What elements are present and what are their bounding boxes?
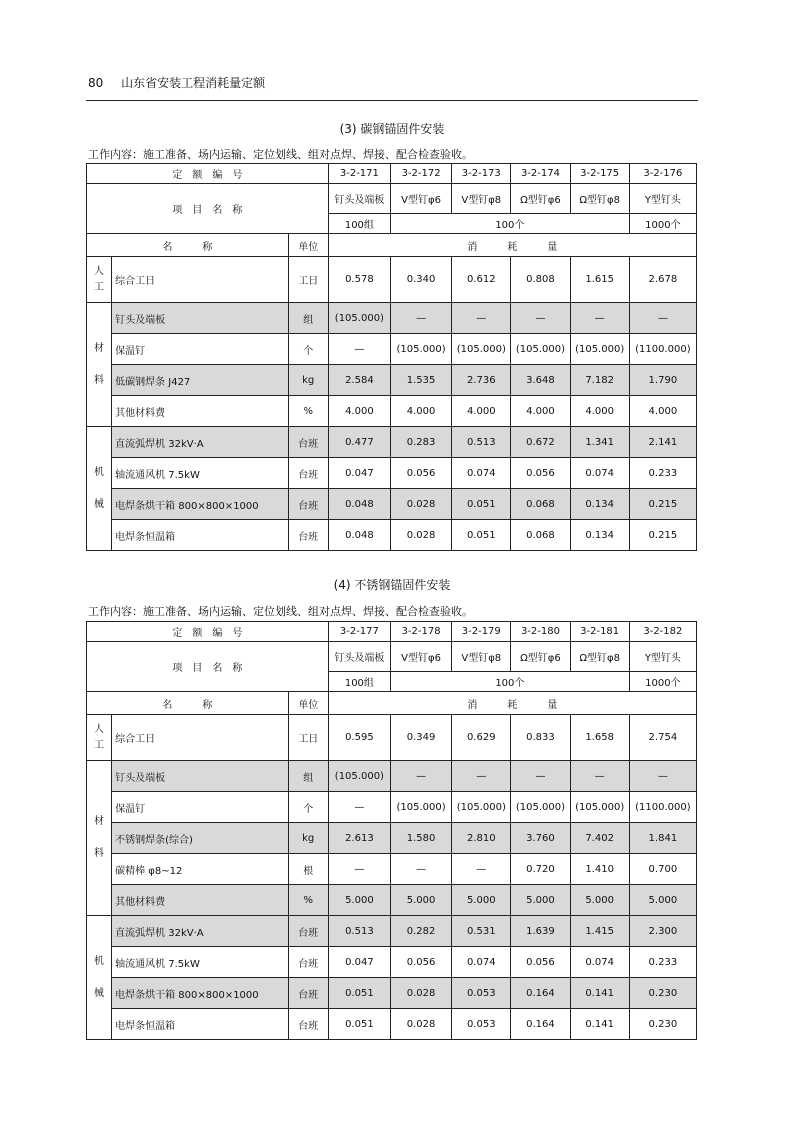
consumption-value: (105.000)	[570, 792, 629, 823]
item-name: 钉头及端板	[328, 184, 390, 214]
category-label-char: 人	[94, 723, 105, 735]
item-name: V型钉φ6	[390, 642, 451, 672]
resource-unit: 个	[288, 792, 328, 823]
item-name: Ω型钉φ6	[511, 642, 570, 672]
consumption-value: 0.056	[390, 458, 451, 489]
work-content: 工作内容：施工准备、场内运输、定位划线、组对点焊、焊接、配合检查验收。	[88, 605, 473, 618]
consumption-value: 2.300	[629, 916, 696, 947]
resource-name: 不锈钢焊条(综合)	[112, 823, 289, 854]
consumption-value: —	[452, 854, 511, 885]
consumption-value: 2.613	[328, 823, 390, 854]
resource-name: 其他材料费	[112, 396, 289, 427]
item-name: 钉头及端板	[328, 642, 390, 672]
consumption-value: (105.000)	[452, 792, 511, 823]
table-row	[87, 885, 697, 916]
consumption-value: 1.535	[390, 365, 451, 396]
resource-unit: 台班	[288, 978, 328, 1009]
consumption-value: 0.068	[511, 520, 570, 551]
consumption-value: —	[629, 303, 696, 334]
consumption-value: 4.000	[629, 396, 696, 427]
resource-unit: 台班	[288, 916, 328, 947]
quota-code: 3-2-181	[570, 622, 629, 642]
consumption-value: 5.000	[570, 885, 629, 916]
consumption-value: (105.000)	[390, 792, 451, 823]
table-row	[87, 303, 697, 334]
table-row	[87, 334, 697, 365]
category-label	[87, 715, 112, 761]
consumption-value: 1.790	[629, 365, 696, 396]
table-row	[87, 761, 697, 792]
table-row	[87, 257, 697, 303]
resource-unit: 组	[288, 761, 328, 792]
consumption-value: 2.141	[629, 427, 696, 458]
consumption-value: 0.141	[570, 1009, 629, 1040]
table-row	[87, 520, 697, 551]
category-label-char: 机	[94, 466, 105, 478]
item-name: Y型钉头	[629, 184, 696, 214]
consumption-value: —	[328, 334, 390, 365]
consumption-value: (105.000)	[511, 334, 570, 365]
table-row	[87, 947, 697, 978]
consumption-value: —	[328, 792, 390, 823]
consumption-value: (105.000)	[452, 334, 511, 365]
consumption-value: 0.233	[629, 947, 696, 978]
item-name-label: 项 目 名 称	[87, 184, 329, 234]
category-label-char: 人	[94, 265, 105, 277]
consumption-value: 1.410	[570, 854, 629, 885]
quota-code: 3-2-173	[452, 164, 511, 184]
page-number: 80	[88, 76, 104, 90]
item-name: Ω型钉φ8	[570, 642, 629, 672]
category-label-char: 料	[94, 848, 105, 859]
table-row	[87, 978, 697, 1009]
resource-name: 碳精棒 φ8~12	[112, 854, 289, 885]
consumption-value: 1.580	[390, 823, 451, 854]
consumption-value: 3.648	[511, 365, 570, 396]
consumption-value: 5.000	[452, 885, 511, 916]
consumption-value: 5.000	[511, 885, 570, 916]
consumption-value: 1.415	[570, 916, 629, 947]
consumption-value: 0.074	[570, 947, 629, 978]
unit-group: 100个	[390, 214, 629, 234]
quota-code: 3-2-182	[629, 622, 696, 642]
category-label-char: 械	[94, 987, 105, 999]
resource-name: 轴流通风机 7.5kW	[112, 947, 289, 978]
quota-code: 3-2-175	[570, 164, 629, 184]
consumption-value: 0.141	[570, 978, 629, 1009]
consumption-value: 0.028	[390, 1009, 451, 1040]
consumption-value: 0.056	[511, 947, 570, 978]
resource-unit: 工日	[288, 715, 328, 761]
resource-unit: 工日	[288, 257, 328, 303]
resource-unit: 台班	[288, 947, 328, 978]
category-label	[87, 761, 112, 916]
unit-group: 100组	[328, 214, 390, 234]
item-name: V型钉φ8	[452, 642, 511, 672]
unit-group: 1000个	[629, 672, 696, 692]
consumption-value: (105.000)	[328, 761, 390, 792]
resource-unit: 台班	[288, 427, 328, 458]
resource-name: 电焊条烘干箱 800×800×1000	[112, 978, 289, 1009]
table-row	[87, 715, 697, 761]
consumption-value: 2.810	[452, 823, 511, 854]
resource-name: 钉头及端板	[112, 303, 289, 334]
resource-name: 电焊条恒温箱	[112, 1009, 289, 1040]
resource-unit: %	[288, 396, 328, 427]
consumption-value: 0.513	[328, 916, 390, 947]
category-label	[87, 427, 112, 551]
consumption-value: 0.230	[629, 978, 696, 1009]
table-row	[87, 1009, 697, 1040]
consumption-value: —	[511, 303, 570, 334]
quota-code: 3-2-171	[328, 164, 390, 184]
consumption-value: 4.000	[452, 396, 511, 427]
consumption-value: 0.134	[570, 520, 629, 551]
consumption-value: —	[452, 761, 511, 792]
consumption-value: 0.215	[629, 520, 696, 551]
consumption-value: 0.051	[328, 1009, 390, 1040]
name-heading: 名 称	[87, 234, 289, 257]
consumption-value: 0.074	[570, 458, 629, 489]
consumption-value: 1.615	[570, 257, 629, 303]
consumption-value: 0.053	[452, 978, 511, 1009]
resource-unit: 台班	[288, 1009, 328, 1040]
consumption-value: 4.000	[328, 396, 390, 427]
consumption-value: 1.841	[629, 823, 696, 854]
consumption-value: 0.233	[629, 458, 696, 489]
consumption-value: 0.833	[511, 715, 570, 761]
consumption-value: 0.051	[452, 489, 511, 520]
quota-code: 3-2-172	[390, 164, 451, 184]
category-label-char: 工	[94, 739, 105, 751]
quota-code: 3-2-177	[328, 622, 390, 642]
consumption-value: 1.341	[570, 427, 629, 458]
consumption-value: 0.700	[629, 854, 696, 885]
consumption-value: —	[511, 761, 570, 792]
consumption-value: 0.283	[390, 427, 451, 458]
consumption-value: 0.672	[511, 427, 570, 458]
resource-unit: 个	[288, 334, 328, 365]
resource-name: 低碳钢焊条 J427	[112, 365, 289, 396]
resource-unit: kg	[288, 823, 328, 854]
unit-group: 1000个	[629, 214, 696, 234]
table-row	[87, 427, 697, 458]
consumption-value: 0.340	[390, 257, 451, 303]
resource-name: 轴流通风机 7.5kW	[112, 458, 289, 489]
consumption-value: 0.164	[511, 1009, 570, 1040]
category-label-char: 料	[94, 374, 105, 386]
consumption-value: —	[452, 303, 511, 334]
category-label-char: 机	[94, 955, 105, 967]
consumption-value: 0.074	[452, 947, 511, 978]
consumption-value: 0.048	[328, 520, 390, 551]
consumption-value: 0.051	[452, 520, 511, 551]
consumption-value: 0.051	[328, 978, 390, 1009]
consumption-value: (1100.000)	[629, 334, 696, 365]
consumption-value: —	[390, 761, 451, 792]
resource-name: 钉头及端板	[112, 761, 289, 792]
consumption-value: 3.760	[511, 823, 570, 854]
consumption-heading: 消 耗 量	[328, 234, 696, 257]
consumption-value: (105.000)	[328, 303, 390, 334]
work-content: 工作内容：施工准备、场内运输、定位划线、组对点焊、焊接、配合检查验收。	[88, 148, 473, 161]
consumption-value: —	[570, 303, 629, 334]
item-name: V型钉φ8	[452, 184, 511, 214]
category-label-char: 械	[94, 498, 105, 510]
quota-code: 3-2-176	[629, 164, 696, 184]
quota-table	[86, 621, 697, 1040]
consumption-value: —	[570, 761, 629, 792]
item-name-label: 项 目 名 称	[87, 642, 329, 692]
consumption-value: 2.754	[629, 715, 696, 761]
resource-name: 电焊条恒温箱	[112, 520, 289, 551]
consumption-heading: 消 耗 量	[328, 692, 696, 715]
quota-code: 3-2-180	[511, 622, 570, 642]
quota-no-label: 定 额 编 号	[87, 164, 329, 184]
consumption-value: (1100.000)	[629, 792, 696, 823]
consumption-value: 0.047	[328, 458, 390, 489]
quota-table	[86, 163, 697, 551]
table-row	[87, 365, 697, 396]
running-header	[88, 74, 265, 91]
consumption-value: 1.658	[570, 715, 629, 761]
resource-unit: 根	[288, 854, 328, 885]
consumption-value: 0.074	[452, 458, 511, 489]
consumption-value: 0.282	[390, 916, 451, 947]
consumption-value: 0.629	[452, 715, 511, 761]
resource-name: 综合工日	[112, 257, 289, 303]
resource-name: 保温钉	[112, 792, 289, 823]
consumption-value: 0.513	[452, 427, 511, 458]
consumption-value: 0.230	[629, 1009, 696, 1040]
consumption-value: —	[390, 303, 451, 334]
consumption-value: 0.068	[511, 489, 570, 520]
category-label	[87, 916, 112, 1040]
consumption-value: 1.639	[511, 916, 570, 947]
table-row	[87, 916, 697, 947]
table-row	[87, 792, 697, 823]
consumption-value: (105.000)	[511, 792, 570, 823]
resource-name: 保温钉	[112, 334, 289, 365]
consumption-value: —	[328, 854, 390, 885]
consumption-value: (105.000)	[390, 334, 451, 365]
item-name: Ω型钉φ8	[570, 184, 629, 214]
consumption-value: 0.164	[511, 978, 570, 1009]
consumption-value: 2.678	[629, 257, 696, 303]
section-title: (4) 不锈钢锚固件安装	[333, 578, 451, 592]
category-label-char: 工	[94, 281, 105, 293]
quota-code: 3-2-174	[511, 164, 570, 184]
category-label	[87, 257, 112, 303]
consumption-value: 0.531	[452, 916, 511, 947]
resource-unit: 台班	[288, 458, 328, 489]
consumption-value: 0.595	[328, 715, 390, 761]
category-label-char: 材	[94, 342, 105, 354]
consumption-value: 5.000	[629, 885, 696, 916]
consumption-value: 5.000	[328, 885, 390, 916]
consumption-value: 0.048	[328, 489, 390, 520]
resource-name: 其他材料费	[112, 885, 289, 916]
consumption-value: 4.000	[390, 396, 451, 427]
book-title: 山东省安装工程消耗量定额	[121, 76, 266, 90]
consumption-value: —	[629, 761, 696, 792]
consumption-value: 0.808	[511, 257, 570, 303]
consumption-value: 0.477	[328, 427, 390, 458]
quota-no-label: 定 额 编 号	[87, 622, 329, 642]
table-row	[87, 823, 697, 854]
consumption-value: 0.056	[511, 458, 570, 489]
consumption-value: 0.056	[390, 947, 451, 978]
consumption-value: 4.000	[511, 396, 570, 427]
item-name: Y型钉头	[629, 642, 696, 672]
consumption-value: (105.000)	[570, 334, 629, 365]
table-row	[87, 396, 697, 427]
consumption-value: 0.612	[452, 257, 511, 303]
consumption-value: 2.736	[452, 365, 511, 396]
consumption-value: 4.000	[570, 396, 629, 427]
consumption-value: 7.402	[570, 823, 629, 854]
consumption-value: 0.349	[390, 715, 451, 761]
consumption-value: 5.000	[390, 885, 451, 916]
consumption-value: 0.028	[390, 489, 451, 520]
category-label	[87, 303, 112, 427]
unit-group: 100个	[390, 672, 629, 692]
resource-unit: kg	[288, 365, 328, 396]
resource-name: 直流弧焊机 32kV·A	[112, 427, 289, 458]
resource-unit: 台班	[288, 489, 328, 520]
consumption-value: 0.578	[328, 257, 390, 303]
resource-name: 电焊条烘干箱 800×800×1000	[112, 489, 289, 520]
header-rule	[86, 100, 698, 101]
resource-unit: 组	[288, 303, 328, 334]
section-title: (3) 碳钢锚固件安装	[339, 122, 445, 136]
table-row	[87, 458, 697, 489]
unit-group: 100组	[328, 672, 390, 692]
consumption-value: 0.047	[328, 947, 390, 978]
unit-heading: 单位	[288, 692, 328, 715]
consumption-value: —	[390, 854, 451, 885]
item-name: V型钉φ6	[390, 184, 451, 214]
quota-code: 3-2-179	[452, 622, 511, 642]
consumption-value: 0.028	[390, 978, 451, 1009]
table-row	[87, 854, 697, 885]
resource-name: 直流弧焊机 32kV·A	[112, 916, 289, 947]
consumption-value: 7.182	[570, 365, 629, 396]
unit-heading: 单位	[288, 234, 328, 257]
quota-code: 3-2-178	[390, 622, 451, 642]
consumption-value: 0.215	[629, 489, 696, 520]
resource-unit: %	[288, 885, 328, 916]
table-row	[87, 489, 697, 520]
consumption-value: 0.028	[390, 520, 451, 551]
item-name: Ω型钉φ6	[511, 184, 570, 214]
resource-unit: 台班	[288, 520, 328, 551]
consumption-value: 0.134	[570, 489, 629, 520]
consumption-value: 0.720	[511, 854, 570, 885]
name-heading: 名 称	[87, 692, 289, 715]
consumption-value: 2.584	[328, 365, 390, 396]
category-label-char: 材	[94, 816, 105, 827]
resource-name: 综合工日	[112, 715, 289, 761]
consumption-value: 0.053	[452, 1009, 511, 1040]
